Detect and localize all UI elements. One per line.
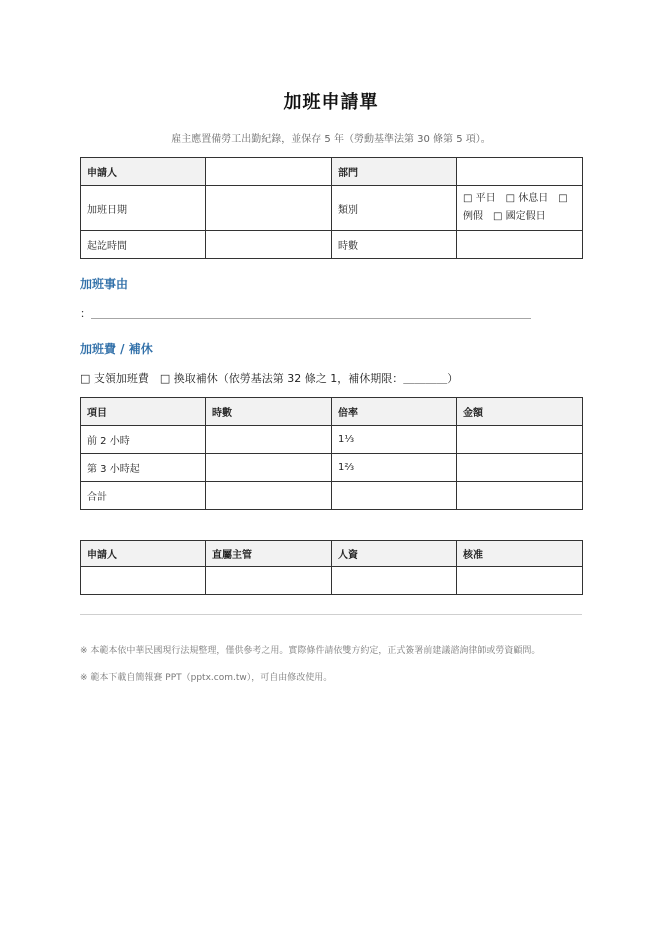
pay-header-rate: 倍率 [332,398,457,426]
pay-amount-cell[interactable] [457,482,583,510]
divider [80,614,582,615]
signoff-hr-cell[interactable] [332,567,457,595]
type-options-line-1: □ 平日 □ 休息日 □ [463,193,568,204]
signoff-header-applicant: 申請人 [81,541,206,567]
pay-heading: 加班費 / 補休 [80,342,153,356]
table-row [81,426,583,454]
disclaimer-note: ※ 本範本依中華民國現行法規整理，僅供參考之用。實際條件請依雙方約定，正式簽署前建議諮詢律師或勞資顧問。 [80,646,541,656]
page-subtitle: 雇主應置備勞工出勤紀錄，並保存 5 年（勞動基準法第 30 條第 5 項）。 [171,134,491,145]
pay-header-item: 項目 [81,398,206,426]
pay-hours-cell[interactable] [206,426,332,454]
type-options[interactable] [457,186,583,231]
overtime-date-value[interactable] [206,186,332,231]
reason-fill-line[interactable]: ：＿＿＿＿＿＿＿＿＿＿＿＿＿＿＿＿＿＿＿＿＿＿＿＿＿＿＿＿＿＿＿＿＿＿＿＿＿＿＿＿ [80,307,531,320]
signoff-header-hr: 人資 [332,541,457,567]
type-label: 類別 [332,186,457,231]
signoff-approval-cell[interactable] [457,567,583,595]
pay-hours-cell[interactable] [206,482,332,510]
pay-amount-cell[interactable] [457,426,583,454]
table-row [81,454,583,482]
pay-item: 前 2 小時 [81,426,206,454]
page-title: 加班申請單 [283,92,379,113]
signoff-applicant-cell[interactable] [81,567,206,595]
hours-value[interactable] [457,231,583,259]
department-label: 部門 [332,158,457,186]
pay-choice[interactable]: □ 支領加班費 □ 換取補休（依勞基法第 32 條之 1，補休期限：＿＿＿＿） [80,372,459,385]
overtime-date-label: 加班日期 [81,186,206,231]
pay-amount-cell[interactable] [457,454,583,482]
applicant-info-table [80,157,583,259]
source-note: ※ 範本下載自簡報賽 PPT（pptx.com.tw），可自由修改使用。 [80,673,333,683]
type-options-line-2: 例假 □ 國定假日 [463,211,546,222]
signoff-table [80,540,583,595]
applicant-value[interactable] [206,158,332,186]
department-value[interactable] [457,158,583,186]
signoff-header-approval: 核准 [457,541,583,567]
pay-rate: 1⅓ [332,426,457,454]
pay-item: 合計 [81,482,206,510]
pay-hours-cell[interactable] [206,454,332,482]
reason-heading: 加班事由 [80,277,129,291]
signoff-header-supervisor: 直屬主管 [206,541,332,567]
table-row [81,482,583,510]
hours-label: 時數 [332,231,457,259]
signoff-supervisor-cell[interactable] [206,567,332,595]
pay-item: 第 3 小時起 [81,454,206,482]
pay-rate: 1⅔ [332,454,457,482]
applicant-label: 申請人 [81,158,206,186]
pay-header-hours: 時數 [206,398,332,426]
pay-header-amount: 金額 [457,398,583,426]
pay-table [80,397,583,510]
period-label: 起訖時間 [81,231,206,259]
pay-rate [332,482,457,510]
period-value[interactable] [206,231,332,259]
